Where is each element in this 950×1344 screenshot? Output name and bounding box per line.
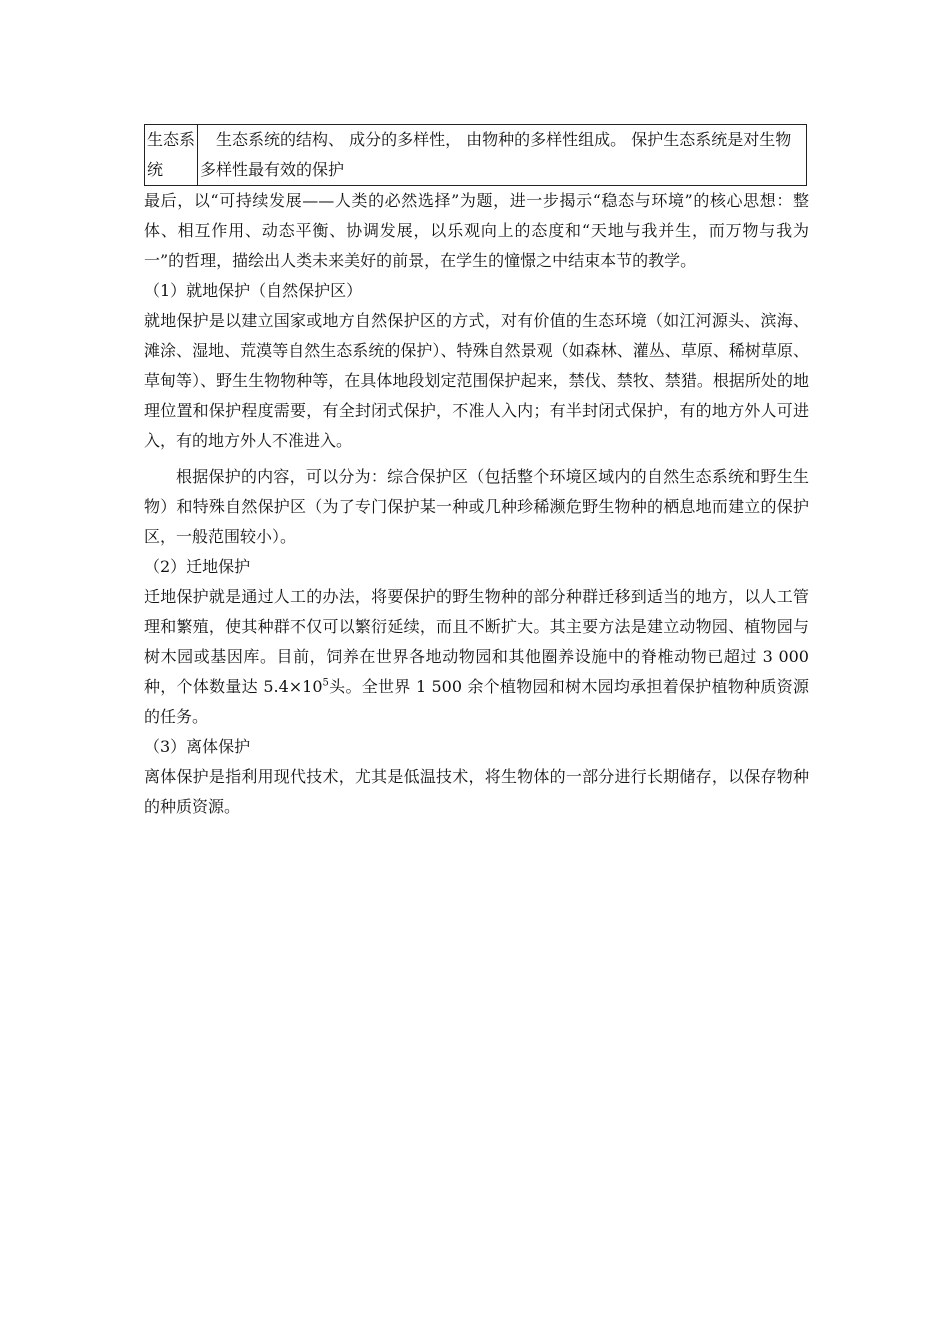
exponent: 5 (322, 677, 329, 689)
in-situ-paragraph: 就地保护是以建立国家或地方自然保护区的方式，对有价值的生态环境（如江河源头、滨海、滩涂、湿地、荒漠等自然生态系统的保护）、特殊自然景观（如森林、灌丛、草原、稀树草原、草甸等）、野生生物物种等，在具体地段划定范围保护起来，禁伐、禁牧、禁猎。根据所处的地理位置和保护程度需要，有全封闭式保护，不准人入内；有半封闭式保护，有的地方外人可进入，有的地方外人不准进入。 (144, 311, 809, 450)
closing-paragraph: 最后，以“可持续发展——人类的必然选择”为题，进一步揭示“稳态与环境”的核心思想：整体、相互作用、动态平衡、协调发展，以乐观向上的态度和“天地与我并生，而万物与我为一”的哲理，描绘出人类未来美好的前景，在学生的憧憬之中结束本节的教学。 (144, 191, 809, 270)
in-vitro-paragraph: 离体保护是指利用现代技术，尤其是低温技术，将生物体的一部分进行长期储存，以保存物种的种质资源。 (144, 767, 809, 816)
section-heading-in-vitro: （3）离体保护 (144, 737, 251, 756)
table-row (145, 125, 807, 186)
ecosystem-table (144, 124, 807, 186)
table-row-content: 生态系统的结构、 成分的多样性， 由物种的多样性组成。 保护生态系统是对生物多样性最有效的保护 (198, 125, 807, 186)
section-heading-in-situ: （1）就地保护（自然保护区） (144, 281, 363, 300)
ex-situ-paragraph (144, 582, 809, 732)
section-heading-ex-situ: （2）迁地保护 (144, 557, 251, 576)
ex-situ-text-part-1: 迁地保护就是通过人工的办法，将要保护的野生物种的部分种群迁移到适当的地方，以人工管理和繁殖，使其种群不仅可以繁衍延续，而且不断扩大。其主要方法是建立动物园、植物园与树木园或基因库。目前，饲养在世界各地动物园和其他圈养设施中的脊椎动物已超过 3 000 种，个体数量达 5.4×10 (144, 587, 809, 696)
reserve-types-paragraph: 根据保护的内容，可以分为：综合保护区（包括整个环境区域内的自然生态系统和野生生物）和特殊自然保护区（为了专门保护某一种或几种珍稀濒危野生物种的栖息地而建立的保护区，一般范围较小）。 (144, 467, 809, 546)
ex-situ-text-part-2: 头。全世界 1 500 余个植物园和树木园均承担着保护植物种质资源的任务。 (144, 677, 809, 726)
table-row-header: 生态系统 (145, 125, 198, 186)
document-content (144, 124, 809, 822)
